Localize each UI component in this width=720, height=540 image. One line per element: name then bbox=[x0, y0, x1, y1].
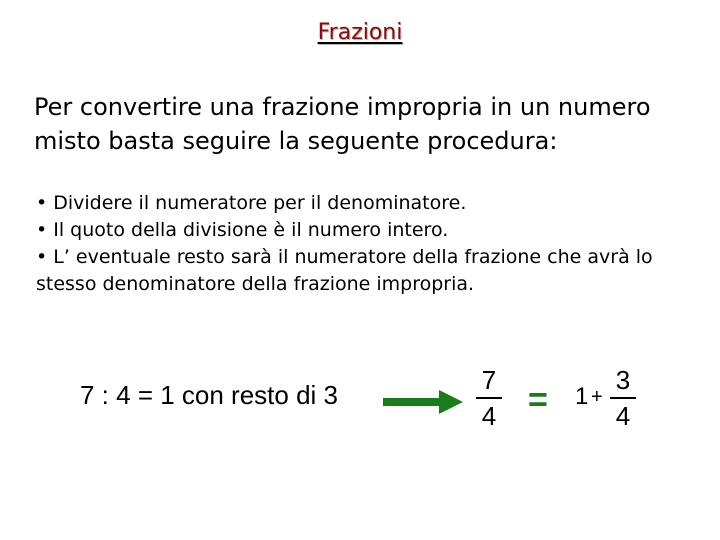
whole-number: 1 bbox=[575, 383, 589, 410]
fraction-bar bbox=[610, 397, 636, 399]
bullet-item: • L’ eventuale resto sarà il numeratore della frazione che avrà lo stesso denominatore della frazione impropria. bbox=[36, 246, 653, 295]
division-expression: 7 : 4 = 1 con resto di 3 bbox=[80, 380, 338, 410]
equals-sign: = bbox=[528, 381, 548, 419]
mixed-fraction bbox=[610, 365, 636, 431]
mixed-numerator: 3 bbox=[615, 365, 631, 395]
fraction-bar bbox=[476, 397, 502, 399]
slide-title-text: Frazioni bbox=[317, 20, 403, 45]
plus-sign: + bbox=[591, 386, 603, 408]
mixed-denominator: 4 bbox=[615, 401, 631, 431]
intro-paragraph: Per convertire una frazione impropria in un numero misto basta seguire la seguente procedura: bbox=[34, 93, 651, 155]
improper-denominator: 4 bbox=[481, 401, 497, 431]
slide-title bbox=[0, 20, 720, 45]
bullet-item: • Dividere il numeratore per il denominatore. bbox=[36, 192, 467, 214]
improper-numerator: 7 bbox=[481, 365, 497, 395]
bullet-list bbox=[36, 190, 686, 298]
improper-fraction bbox=[476, 365, 502, 431]
right-arrow-icon bbox=[383, 390, 463, 414]
bullet-item: • Il quoto della divisione è il numero intero. bbox=[36, 219, 449, 241]
